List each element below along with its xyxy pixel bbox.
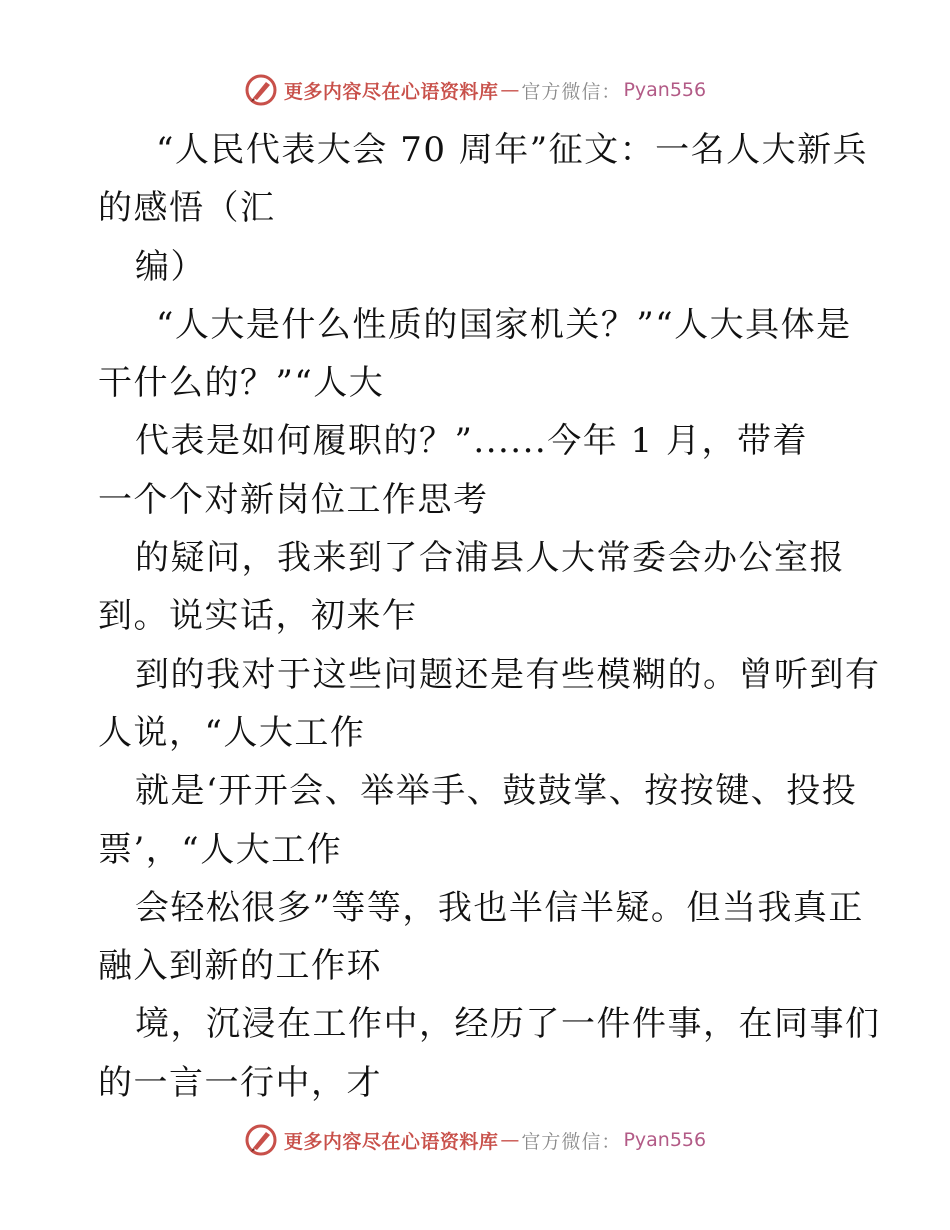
- body-line: 的一言一行中，才: [98, 1062, 382, 1103]
- library-name: 更多内容尽在心语资料库: [283, 80, 499, 103]
- body-line: 干什么的？”“人大: [98, 363, 385, 404]
- library-name: 更多内容尽在心语资料库: [283, 1130, 499, 1153]
- pen-logo-icon: [244, 1123, 278, 1157]
- header-watermark: [0, 70, 950, 110]
- title-line-2: 的感悟（汇: [98, 188, 276, 229]
- official-wechat-label: 官方微信：: [521, 80, 622, 103]
- title-line-3: 编）: [135, 246, 206, 287]
- body-line: 到。说实话，初来乍: [98, 596, 418, 637]
- body-line: 一个个对新岗位工作思考: [98, 479, 489, 520]
- title-line-1: “人民代表大会 70 周年”征文：一名人大新兵: [156, 130, 869, 170]
- footer-watermark: [0, 1120, 950, 1160]
- body-line: 的疑问，我来到了合浦县人大常委会办公室报: [135, 538, 845, 579]
- body-line: 融入到新的工作环: [98, 946, 382, 987]
- official-wechat-label: 官方微信：: [521, 1130, 622, 1153]
- body-line: 代表是如何履职的？”......今年 1 月，带着: [135, 421, 808, 462]
- document-body: [98, 121, 888, 1112]
- body-line: 就是‘开开会、举举手、鼓鼓掌、按按键、投投: [135, 771, 858, 812]
- body-line: 到的我对于这些问题还是有些模糊的。曾听到有: [135, 654, 881, 695]
- separator-dash: —: [500, 79, 520, 101]
- body-line: “人大是什么性质的国家机关？”“人大具体是: [156, 304, 852, 345]
- body-line: 境，沉浸在工作中，经历了一件件事，在同事们: [135, 1004, 881, 1045]
- body-line: 票’，“人大工作: [98, 829, 343, 870]
- pen-logo-icon: [244, 73, 278, 107]
- wechat-id: Pyan556: [623, 1129, 707, 1151]
- wechat-id: Pyan556: [623, 79, 707, 101]
- separator-dash: —: [500, 1129, 520, 1151]
- body-line: 会轻松很多”等等，我也半信半疑。但当我真正: [135, 887, 864, 928]
- body-line: 人说，“人大工作: [98, 712, 366, 753]
